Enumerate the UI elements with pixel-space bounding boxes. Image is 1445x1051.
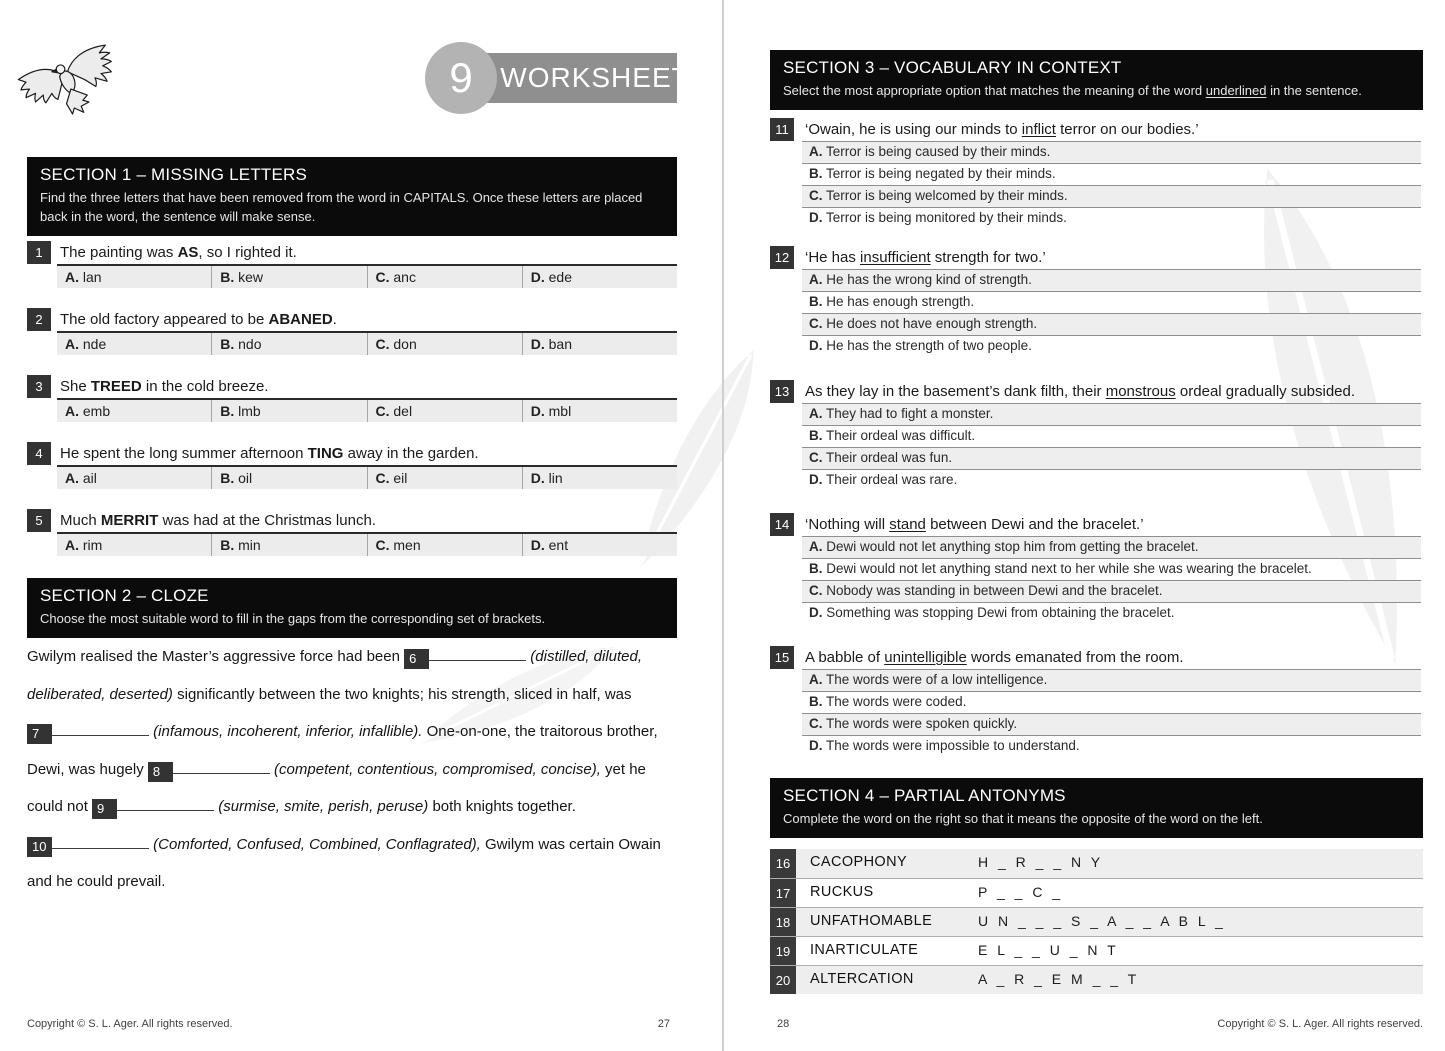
option-d: [802, 602, 1421, 624]
option-text: Terror is being monitored by their minds.: [826, 210, 1067, 225]
option-d: [802, 207, 1421, 229]
option-c: [367, 534, 522, 556]
page-right: [723, 0, 1445, 1051]
option-text: Terror is being welcomed by their minds.: [826, 188, 1068, 203]
option-b: [802, 425, 1421, 447]
worksheet-title: WORKSHEET: [461, 53, 677, 103]
option-letter: D.: [809, 605, 823, 620]
option-d: [522, 534, 677, 556]
page-footer: [27, 1018, 670, 1030]
option-letter: B.: [220, 269, 235, 285]
antonym-word: CACOPHONY: [810, 854, 908, 870]
question-text: [805, 649, 1184, 666]
option-letter: A.: [65, 336, 79, 352]
option-text: Their ordeal was fun.: [826, 450, 953, 465]
question-number-badge: 1: [27, 241, 51, 264]
option-letter: A.: [65, 470, 79, 486]
cloze-gap-9: [92, 798, 214, 815]
option-b: [211, 467, 366, 489]
option-letter: B.: [809, 294, 823, 309]
eagle-logo-icon: [14, 36, 126, 124]
option-a: [802, 669, 1421, 691]
gap-line: [52, 723, 149, 736]
page-number: 27: [657, 1018, 670, 1030]
option-b: [211, 400, 366, 422]
antonym-row: [770, 878, 1423, 907]
option-letter: D.: [809, 472, 823, 487]
options-list: [802, 403, 1421, 491]
question-text-post: ordeal gradually subsided.: [1175, 383, 1356, 400]
question-text-post: was had at the Christmas lunch.: [158, 512, 376, 529]
option-d: [802, 469, 1421, 491]
bracket-options: (surmise, smite, perish, peruse): [214, 798, 429, 815]
question-keyword: TREED: [90, 378, 142, 395]
antonym-row: [770, 936, 1423, 965]
antonym-table: [770, 849, 1423, 994]
question-number-badge: 11: [770, 118, 794, 141]
option-letter: A.: [65, 403, 79, 419]
option-letter: D.: [809, 338, 823, 353]
option-text: kew: [238, 269, 264, 285]
question-text-post: in the cold breeze.: [141, 378, 269, 395]
option-letter: B.: [220, 403, 235, 419]
question-number-badge: 16: [770, 849, 796, 878]
gap-line: [117, 798, 214, 811]
option-a: [57, 400, 211, 422]
section-1-questions: [27, 241, 677, 576]
option-letter: A.: [809, 272, 823, 287]
option-c: [802, 185, 1421, 207]
question-number-badge: 12: [770, 246, 794, 269]
question-number-badge: 15: [770, 646, 794, 669]
question-number-badge: 5: [27, 509, 51, 532]
option-c: [367, 467, 522, 489]
antonym-row: [770, 965, 1423, 994]
option-text: He has the wrong kind of strength.: [826, 272, 1032, 287]
question-text-post: away in the garden.: [343, 445, 479, 462]
option-text: Terror is being caused by their minds.: [826, 144, 1051, 159]
option-letter: D.: [530, 537, 545, 553]
option-text: The words were coded.: [826, 694, 967, 709]
option-text: They had to fight a monster.: [826, 406, 994, 421]
question-keyword: insufficient: [860, 249, 931, 266]
question-keyword: AS: [177, 244, 199, 261]
option-letter: B.: [809, 428, 823, 443]
option-text: Their ordeal was difficult.: [826, 428, 976, 443]
section-description-underlined: underlined: [1205, 83, 1267, 98]
options-list: [802, 269, 1421, 357]
option-d: [522, 400, 677, 422]
option-c: [802, 580, 1421, 602]
antonym-pattern: U N _ _ _ S _ A _ _ A B L _: [978, 913, 1226, 929]
option-text: Terror is being negated by their minds.: [826, 166, 1056, 181]
gap-number: 6: [404, 649, 429, 669]
option-letter: D.: [530, 403, 545, 419]
option-text: The words were spoken quickly.: [826, 716, 1018, 731]
cloze-text: Gwilym realised the Master’s aggressive force had been: [27, 648, 405, 665]
cloze-text: One-on-one, the traitorous brother, Dewi, was hugely: [27, 723, 658, 778]
option-letter: B.: [809, 694, 823, 709]
option-b: [211, 266, 366, 288]
option-d: [802, 735, 1421, 757]
question-text: [60, 244, 297, 261]
question-text-pre: Much: [60, 512, 101, 529]
antonym-word: INARTICULATE: [810, 942, 919, 958]
option-b: [802, 163, 1421, 185]
option-text: The words were of a low intelligence.: [826, 672, 1048, 687]
option-text: Something was stopping Dewi from obtaining the bracelet.: [826, 605, 1175, 620]
section-title: SECTION 1 – MISSING LETTERS: [40, 165, 308, 184]
option-text: Dewi would not let anything stop him from getting the bracelet.: [826, 539, 1199, 554]
option-letter: B.: [809, 166, 823, 181]
question-number-badge: 3: [27, 375, 51, 398]
question-text-pre: The painting was: [60, 244, 178, 261]
question-text: [805, 121, 1199, 138]
option-letter: D.: [809, 210, 823, 225]
cloze-gap-8: [148, 761, 270, 778]
cloze-gap-10: [27, 836, 149, 853]
option-text: He has enough strength.: [826, 294, 975, 309]
option-letter: C.: [375, 269, 390, 285]
gap-number: 8: [148, 762, 173, 782]
option-text: rim: [82, 537, 103, 553]
section-3-header: [770, 50, 1423, 110]
cloze-text: Gwilym was certain Owain and he could prevail.: [27, 835, 661, 890]
option-letter: B.: [220, 336, 235, 352]
section-2-header: [27, 578, 677, 638]
question-text-pre: ‘Nothing will: [805, 516, 890, 533]
page-footer: [777, 1018, 1423, 1030]
antonym-pattern: E L _ _ U _ N T: [978, 942, 1119, 958]
antonym-pattern: H _ R _ _ N Y: [978, 854, 1104, 870]
antonym-word: UNFATHOMABLE: [810, 913, 933, 929]
question-text: [60, 378, 268, 395]
option-a: [57, 467, 211, 489]
question-text: [805, 516, 1144, 533]
question-number-badge: 2: [27, 308, 51, 331]
question-block: [770, 380, 1421, 491]
option-text: lmb: [238, 403, 261, 419]
option-letter: C.: [809, 450, 823, 465]
question-number-badge: 13: [770, 380, 794, 403]
option-a: [802, 403, 1421, 425]
question-block: [770, 246, 1421, 357]
section-description: Complete the word on the right so that it means the opposite of the word on the left.: [783, 811, 1263, 826]
option-letter: D.: [530, 269, 545, 285]
section-1-header: [27, 157, 677, 236]
options-row: [57, 331, 677, 355]
section-4-header: [770, 778, 1423, 838]
worksheet-number: 9: [425, 42, 497, 114]
section-description: Choose the most suitable word to fill in the gaps from the corresponding set of brackets.: [40, 611, 546, 626]
option-letter: C.: [809, 583, 823, 598]
options-row: [57, 398, 677, 422]
option-letter: C.: [809, 188, 823, 203]
page-number: 28: [777, 1018, 790, 1030]
gap-line: [429, 648, 526, 661]
question-text-pre: As they lay in the basement’s dank filth, their: [805, 383, 1106, 400]
bracket-options: (infamous, incoherent, inferior, infallible).: [149, 723, 423, 740]
copyright-text: Copyright © S. L. Ager. All rights reserved.: [1217, 1018, 1423, 1030]
question-keyword: stand: [889, 516, 926, 533]
option-a: [57, 534, 211, 556]
option-letter: D.: [809, 738, 823, 753]
option-c: [367, 400, 522, 422]
antonym-row: [770, 907, 1423, 936]
question-keyword: monstrous: [1105, 383, 1176, 400]
option-letter: A.: [65, 537, 79, 553]
question-number-badge: 17: [770, 879, 796, 907]
question-number-badge: 20: [770, 966, 796, 994]
option-letter: D.: [530, 470, 545, 486]
option-c: [367, 333, 522, 355]
option-text: lin: [548, 470, 563, 486]
option-b: [802, 691, 1421, 713]
question-keyword: ABANED: [268, 311, 333, 328]
cloze-gap-6: [404, 648, 526, 665]
option-text: Their ordeal was rare.: [826, 472, 958, 487]
question-number-badge: 14: [770, 513, 794, 536]
option-letter: C.: [375, 537, 390, 553]
question-number-badge: 19: [770, 937, 796, 965]
cloze-text: both knights together.: [428, 798, 576, 815]
gap-line: [52, 836, 149, 849]
option-letter: C.: [375, 403, 390, 419]
question-block: [27, 241, 677, 288]
option-letter: A.: [809, 406, 823, 421]
option-d: [802, 335, 1421, 357]
question-block: [27, 308, 677, 355]
option-text: ndo: [238, 336, 262, 352]
option-letter: C.: [809, 716, 823, 731]
question-text-pre: ‘He has: [805, 249, 861, 266]
question-keyword: MERRIT: [100, 512, 159, 529]
question-text-pre: ‘Owain, he is using our minds to: [805, 121, 1022, 138]
option-letter: A.: [809, 144, 823, 159]
question-text: [60, 445, 479, 462]
option-letter: B.: [809, 561, 823, 576]
copyright-text: Copyright © S. L. Ager. All rights reserved.: [27, 1018, 233, 1030]
section-description: [783, 82, 1410, 101]
question-keyword: unintelligible: [884, 649, 967, 666]
option-b: [211, 534, 366, 556]
option-text: anc: [393, 269, 416, 285]
question-text-post: words emanated from the room.: [966, 649, 1184, 666]
option-letter: A.: [809, 539, 823, 554]
options-list: [802, 669, 1421, 757]
question-text-post: .: [332, 311, 337, 328]
option-text: ban: [548, 336, 572, 352]
bracket-options: (competent, contentious, compromised, concise),: [269, 760, 601, 778]
question-text-post: between Dewi and the bracelet.’: [925, 516, 1144, 533]
question-text: [60, 512, 376, 529]
question-text-post: , so I righted it.: [198, 244, 297, 261]
option-b: [802, 291, 1421, 313]
question-block: [27, 509, 677, 556]
option-text: Nobody was standing in between Dewi and the bracelet.: [826, 583, 1163, 598]
worksheet-badge: [425, 42, 690, 114]
question-text-pre: The old factory appeared to be: [60, 311, 269, 328]
cloze-gap-7: [27, 723, 149, 740]
question-block: [770, 646, 1421, 757]
option-c: [802, 313, 1421, 335]
option-c: [802, 447, 1421, 469]
question-number-badge: 18: [770, 908, 796, 936]
gap-number: 9: [92, 799, 117, 819]
cloze-passage: [27, 638, 679, 901]
antonym-pattern: A _ R _ E M _ _ T: [978, 971, 1140, 987]
option-a: [802, 141, 1421, 163]
option-text: men: [393, 537, 421, 553]
option-text: nde: [82, 336, 107, 352]
option-text: mbl: [548, 403, 572, 419]
option-text: He has the strength of two people.: [826, 338, 1032, 353]
options-list: [802, 536, 1421, 624]
gap-line: [173, 761, 270, 774]
options-row: [57, 264, 677, 288]
option-letter: D.: [530, 336, 545, 352]
question-text-post: strength for two.’: [930, 249, 1046, 266]
bracket-options: (distilled, diluted, deliberated, deserted): [27, 648, 643, 703]
section-description-pre: Select the most appropriate option that matches the meaning of the word: [783, 83, 1206, 98]
option-a: [57, 333, 211, 355]
option-letter: A.: [809, 672, 823, 687]
option-letter: C.: [375, 336, 390, 352]
option-text: ede: [548, 269, 572, 285]
option-letter: C.: [375, 470, 390, 486]
option-letter: B.: [220, 537, 235, 553]
option-b: [802, 558, 1421, 580]
option-text: oil: [238, 470, 253, 486]
option-text: min: [238, 537, 261, 553]
option-text: The words were impossible to understand.: [826, 738, 1080, 753]
question-block: [27, 442, 677, 489]
option-letter: A.: [65, 269, 79, 285]
option-a: [802, 536, 1421, 558]
bracket-options: (Comforted, Confused, Combined, Conflagrated),: [149, 835, 481, 853]
option-a: [802, 269, 1421, 291]
option-text: ail: [82, 470, 97, 486]
section-description-post: in the sentence.: [1266, 83, 1362, 98]
question-block: [770, 513, 1421, 624]
cloze-text: significantly between the two knights; his strength, sliced in half, was: [172, 685, 632, 703]
section-title: SECTION 3 – VOCABULARY IN CONTEXT: [783, 58, 1122, 77]
question-keyword: TING: [307, 445, 344, 462]
question-text-pre: She: [60, 378, 91, 395]
question-text-post: terror on our bodies.’: [1055, 121, 1199, 138]
gap-number: 7: [27, 724, 52, 744]
option-letter: B.: [220, 470, 235, 486]
option-text: emb: [82, 403, 111, 419]
option-text: ent: [548, 537, 569, 553]
options-row: [57, 532, 677, 556]
question-block: [770, 118, 1421, 229]
question-text-pre: He spent the long summer afternoon: [60, 445, 308, 462]
cloze-text: yet he could not: [27, 760, 646, 815]
question-keyword: inflict: [1021, 121, 1056, 138]
options-list: [802, 141, 1421, 229]
option-d: [522, 266, 677, 288]
option-c: [367, 266, 522, 288]
option-text: eil: [393, 470, 408, 486]
question-text: [805, 249, 1046, 266]
option-letter: C.: [809, 316, 823, 331]
option-a: [57, 266, 211, 288]
question-text-pre: A babble of: [805, 649, 885, 666]
question-block: [27, 375, 677, 422]
section-description: Find the three letters that have been removed from the word in CAPITALS. Once these letters are placed back in the word, the sentence will make sense.: [40, 190, 643, 224]
options-row: [57, 465, 677, 489]
option-b: [211, 333, 366, 355]
question-text: [60, 311, 337, 328]
option-text: Dewi would not let anything stand next to her while she was wearing the bracelet.: [826, 561, 1312, 576]
antonym-word: ALTERCATION: [810, 971, 914, 987]
section-title: SECTION 2 – CLOZE: [40, 586, 209, 605]
option-text: He does not have enough strength.: [826, 316, 1038, 331]
option-d: [522, 467, 677, 489]
option-c: [802, 713, 1421, 735]
option-text: lan: [82, 269, 102, 285]
option-text: don: [393, 336, 417, 352]
antonym-row: [770, 849, 1423, 878]
option-d: [522, 333, 677, 355]
section-title: SECTION 4 – PARTIAL ANTONYMS: [783, 786, 1066, 805]
question-number-badge: 4: [27, 442, 51, 465]
option-text: del: [393, 403, 413, 419]
antonym-word: RUCKUS: [810, 884, 874, 900]
antonym-pattern: P _ _ C _: [978, 884, 1064, 900]
question-text: [805, 383, 1355, 400]
gap-number: 10: [27, 837, 52, 857]
